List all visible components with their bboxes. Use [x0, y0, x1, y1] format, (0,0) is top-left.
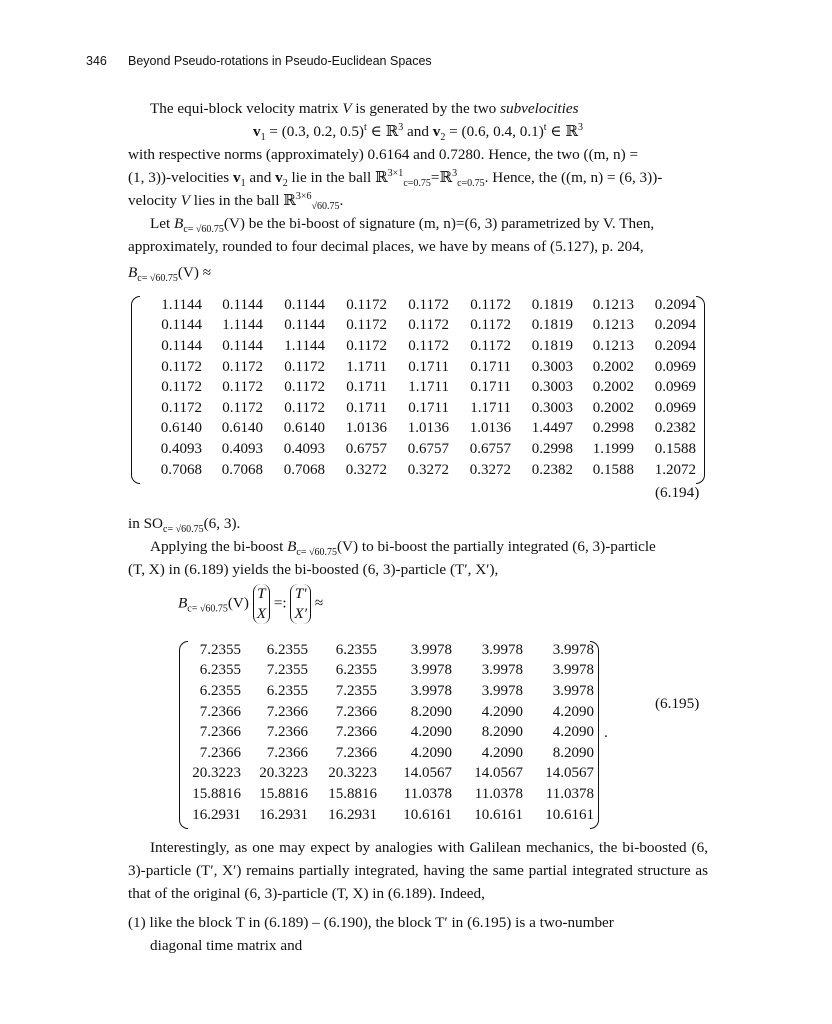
- matrix-cell: 0.6757: [407, 440, 449, 457]
- matrix-cell: 0.1172: [346, 337, 387, 354]
- bi-boosted-particle-matrix: [186, 640, 594, 825]
- bi-boost-matrix: [146, 295, 696, 480]
- matrix-cell: 0.0969: [654, 399, 696, 416]
- matrix-cell: 0.4093: [221, 440, 263, 457]
- matrix-cell: 4.2090: [481, 703, 523, 720]
- transform-equation: $B_{c= √60.75}(V)$ T X =: T′ X′ ≈: [178, 585, 324, 622]
- matrix-cell: 0.1172: [284, 358, 325, 375]
- matrix-cell: 0.1172: [161, 399, 202, 416]
- let-line: Let $B_{c= √60.75}(V)$ be the bi-boost of signature (m, n)=(6, 3) parametrized by V. Then,: [150, 215, 655, 236]
- matrix-cell: 7.2355: [199, 641, 241, 658]
- matrix-cell: 16.2931: [192, 806, 241, 823]
- matrix-cell: 0.2998: [531, 440, 573, 457]
- matrix-cell: 0.3003: [531, 399, 573, 416]
- matrix-cell: 0.2002: [592, 379, 634, 396]
- matrix-cell: 0.2002: [592, 399, 634, 416]
- matrix-cell: 14.0567: [545, 765, 594, 782]
- matrix-cell: 7.2366: [266, 703, 308, 720]
- yields-line: (T, X) in (6.189) yields the bi-boosted (6, 3)-particle (T′, X′),: [128, 561, 499, 578]
- matrix-cell: 3.9978: [481, 662, 523, 679]
- matrix-cell: 20.3223: [328, 765, 377, 782]
- matrix-row: [146, 460, 696, 481]
- matrix-cell: 1.1144: [222, 317, 263, 334]
- matrix-cell: 1.0136: [469, 420, 511, 437]
- matrix-cell: 1.2072: [654, 461, 696, 478]
- matrix-cell: 7.2366: [199, 724, 241, 741]
- matrix-cell: 0.1172: [408, 296, 449, 313]
- list-item-1: (1) like the block T in (6.189) – (6.190), the block T′ in (6.195) is a two-number diagonal time matrix and: [128, 914, 614, 954]
- matrix-cell: 0.1711: [346, 379, 387, 396]
- matrix1-right-bracket: [696, 296, 705, 484]
- matrix-cell: 11.0378: [474, 785, 523, 802]
- matrix-cell: 0.3003: [531, 358, 573, 375]
- matrix-row: [146, 357, 696, 378]
- matrix-cell: 0.1213: [592, 296, 634, 313]
- matrix-cell: 0.1144: [161, 337, 202, 354]
- matrix-cell: 4.2090: [552, 724, 594, 741]
- in-so-line: in $SO_{c= √60.75}(6$, 3).: [128, 515, 241, 536]
- matrix-cell: 0.1172: [222, 399, 263, 416]
- matrix-cell: 3.9978: [552, 682, 594, 699]
- matrix-cell: 1.1999: [592, 440, 634, 457]
- velocity-definitions: $v_1 = (0.3$, 0.2, 0.5)$^t$ ∈ ℝ$^3$ and $v_2 = (0.6$, 0.4, 0.1)$^t$ ∈ ℝ$^3$: [252, 121, 584, 144]
- equation-number-195: (6.195): [655, 695, 700, 712]
- matrix-cell: 20.3223: [259, 765, 308, 782]
- matrix-cell: 3.9978: [552, 641, 594, 658]
- bi-boost-label: $B_{c= √60.75}(V)$ ≈: [128, 264, 212, 285]
- matrix-cell: 7.2366: [335, 724, 377, 741]
- matrix-cell: 0.1711: [408, 399, 449, 416]
- matrix-cell: 7.2366: [335, 703, 377, 720]
- matrix-cell: 1.1711: [470, 399, 511, 416]
- matrix-cell: 0.1172: [284, 399, 325, 416]
- matrix-cell: 6.2355: [335, 641, 377, 658]
- matrix-cell: 0.2998: [592, 420, 634, 437]
- matrix-cell: 8.2090: [552, 744, 594, 761]
- matrix-cell: 0.1172: [284, 379, 325, 396]
- ball-line: (1, 3))-velocities $v_1$ and $v_2$ lie in the ball ℝ$^{3\times 1}_{c=0.75}$=ℝ$^3_{c=0.75}$. Hence, the ((m, n) = (6, 3))-: [128, 167, 663, 190]
- matrix-cell: 0.1144: [161, 317, 202, 334]
- matrix-cell: 7.2355: [266, 662, 308, 679]
- matrix-cell: 16.2931: [259, 806, 308, 823]
- matrix-cell: 0.1144: [222, 296, 263, 313]
- matrix-cell: 0.1144: [222, 337, 263, 354]
- matrix-cell: 0.4093: [283, 440, 325, 457]
- matrix-cell: 0.1711: [470, 358, 511, 375]
- matrix-row: [186, 702, 594, 723]
- matrix-cell: 1.1144: [284, 337, 325, 354]
- matrix-cell: 0.1711: [346, 399, 387, 416]
- matrix-cell: 0.0969: [654, 358, 696, 375]
- matrix-cell: 0.7068: [160, 461, 202, 478]
- matrix-cell: 0.7068: [283, 461, 325, 478]
- matrix-cell: 0.1711: [470, 379, 511, 396]
- matrix-cell: 0.2002: [592, 358, 634, 375]
- matrix-row: [186, 661, 594, 682]
- matrix-cell: 0.3272: [469, 461, 511, 478]
- matrix-cell: 0.1172: [408, 337, 449, 354]
- paragraph-interestingly: Interestingly, as one may expect by analogies with Galilean mechanics, the bi-boosted (6, 3)-particle (T′, X′) remains partially integrated, having the same partial integrated structure as that of the original (6, 3)-particle (T, X) in (6.189). Indeed,: [128, 839, 708, 902]
- matrix-row: [146, 419, 696, 440]
- matrix-cell: 0.6757: [345, 440, 387, 457]
- matrix-cell: 0.1172: [470, 337, 511, 354]
- matrix-cell: 0.1144: [284, 317, 325, 334]
- matrix-cell: 20.3223: [192, 765, 241, 782]
- matrix-cell: 15.8816: [328, 785, 377, 802]
- matrix-row: [146, 377, 696, 398]
- matrix-cell: 10.6161: [403, 806, 452, 823]
- matrix-row: [186, 805, 594, 826]
- matrix-cell: 0.2094: [654, 296, 696, 313]
- matrix-cell: 0.1144: [284, 296, 325, 313]
- velocity-ball-line: velocity V lies in the ball ℝ$^{3\times 6}_{√60.75}$.: [128, 190, 344, 213]
- matrix-cell: 1.4497: [531, 420, 573, 437]
- matrix-cell: 4.2090: [552, 703, 594, 720]
- matrix-cell: 0.1588: [654, 440, 696, 457]
- matrix-cell: 4.2090: [410, 724, 452, 741]
- matrix-cell: 14.0567: [403, 765, 452, 782]
- matrix-cell: 4.2090: [410, 744, 452, 761]
- matrix-row: [186, 681, 594, 702]
- matrix-cell: 7.2355: [335, 682, 377, 699]
- matrix-cell: 0.1172: [470, 317, 511, 334]
- matrix-cell: 10.6161: [474, 806, 523, 823]
- matrix-cell: 3.9978: [410, 682, 452, 699]
- matrix-cell: 0.2094: [654, 317, 696, 334]
- matrix-cell: 0.6140: [283, 420, 325, 437]
- matrix-cell: 0.1172: [346, 317, 387, 334]
- matrix-cell: 0.6757: [469, 440, 511, 457]
- matrix-row: [186, 640, 594, 661]
- matrix-cell: 6.2355: [199, 662, 241, 679]
- matrix-cell: 7.2366: [266, 744, 308, 761]
- approx-line: approximately, rounded to four decimal places, we have by means of (5.127), p. 204,: [128, 238, 644, 255]
- matrix-cell: 6.2355: [266, 641, 308, 658]
- matrix-cell: 14.0567: [474, 765, 523, 782]
- matrix-row: [146, 295, 696, 316]
- matrix-cell: 3.9978: [481, 641, 523, 658]
- matrix-cell: 3.9978: [410, 662, 452, 679]
- matrix-cell: 0.3003: [531, 379, 573, 396]
- matrix-cell: 16.2931: [328, 806, 377, 823]
- matrix-cell: 0.3272: [407, 461, 449, 478]
- trailing-period: .: [604, 724, 608, 741]
- matrix-cell: 0.1711: [408, 358, 449, 375]
- matrix-cell: 6.2355: [199, 682, 241, 699]
- matrix-cell: 4.2090: [481, 744, 523, 761]
- matrix-cell: 6.2355: [266, 682, 308, 699]
- matrix-cell: 8.2090: [481, 724, 523, 741]
- matrix-cell: 0.1172: [408, 317, 449, 334]
- matrix-cell: 1.1711: [346, 358, 387, 375]
- matrix-cell: 0.1172: [161, 358, 202, 375]
- running-title: Beyond Pseudo-rotations in Pseudo-Euclidean Spaces: [128, 54, 432, 68]
- matrix-cell: 10.6161: [545, 806, 594, 823]
- matrix-cell: 7.2366: [335, 744, 377, 761]
- matrix-row: [186, 784, 594, 805]
- matrix-cell: 0.1819: [531, 317, 573, 334]
- matrix-cell: 6.2355: [335, 662, 377, 679]
- matrix-cell: 1.0136: [407, 420, 449, 437]
- matrix-cell: 0.1819: [531, 296, 573, 313]
- matrix-row: [186, 722, 594, 743]
- matrix-cell: 0.2382: [654, 420, 696, 437]
- matrix-cell: 3.9978: [481, 682, 523, 699]
- matrix-cell: 0.1172: [470, 296, 511, 313]
- matrix-cell: 1.1711: [408, 379, 449, 396]
- matrix-cell: 0.1172: [222, 358, 263, 375]
- matrix-row: [186, 764, 594, 785]
- paragraph-intro-line1: The equi-block velocity matrix V is generated by the two subvelocities: [150, 100, 579, 117]
- matrix-cell: 0.0969: [654, 379, 696, 396]
- matrix-cell: 0.7068: [221, 461, 263, 478]
- matrix-cell: 7.2366: [199, 703, 241, 720]
- matrix-cell: 0.1588: [592, 461, 634, 478]
- matrix-cell: 0.6140: [160, 420, 202, 437]
- matrix-cell: 3.9978: [410, 641, 452, 658]
- matrix1-left-bracket: [131, 296, 140, 484]
- matrix-cell: 0.1213: [592, 337, 634, 354]
- matrix-cell: 7.2366: [199, 744, 241, 761]
- matrix-row: [146, 316, 696, 337]
- matrix-cell: 0.1819: [531, 337, 573, 354]
- page-number: 346: [86, 54, 107, 68]
- matrix-row: [146, 439, 696, 460]
- matrix-row: [186, 743, 594, 764]
- matrix-row: [146, 336, 696, 357]
- norms-line: with respective norms (approximately) 0.6164 and 0.7280. Hence, the two ((m, n) =: [128, 146, 639, 163]
- matrix-cell: 0.6140: [221, 420, 263, 437]
- matrix-cell: 3.9978: [552, 662, 594, 679]
- matrix-cell: 0.3272: [345, 461, 387, 478]
- matrix-cell: 15.8816: [192, 785, 241, 802]
- applying-line: Applying the bi-boost $B_{c= √60.75}(V)$ to bi-boost the partially integrated (6, 3)-particle: [150, 538, 656, 559]
- equation-number-194: (6.194): [655, 484, 700, 501]
- matrix-row: [146, 398, 696, 419]
- running-header: [86, 54, 432, 68]
- matrix-cell: 0.4093: [160, 440, 202, 457]
- matrix-cell: 1.0136: [345, 420, 387, 437]
- matrix-cell: 0.1172: [222, 379, 263, 396]
- matrix-cell: 1.1144: [161, 296, 202, 313]
- matrix-cell: 0.2094: [654, 337, 696, 354]
- matrix-cell: 0.1213: [592, 317, 634, 334]
- matrix-cell: 0.1172: [161, 379, 202, 396]
- matrix-cell: 7.2366: [266, 724, 308, 741]
- matrix-cell: 11.0378: [403, 785, 452, 802]
- matrix-cell: 11.0378: [545, 785, 594, 802]
- matrix-cell: 15.8816: [259, 785, 308, 802]
- matrix-cell: 0.1172: [346, 296, 387, 313]
- matrix-cell: 0.2382: [531, 461, 573, 478]
- matrix-cell: 8.2090: [410, 703, 452, 720]
